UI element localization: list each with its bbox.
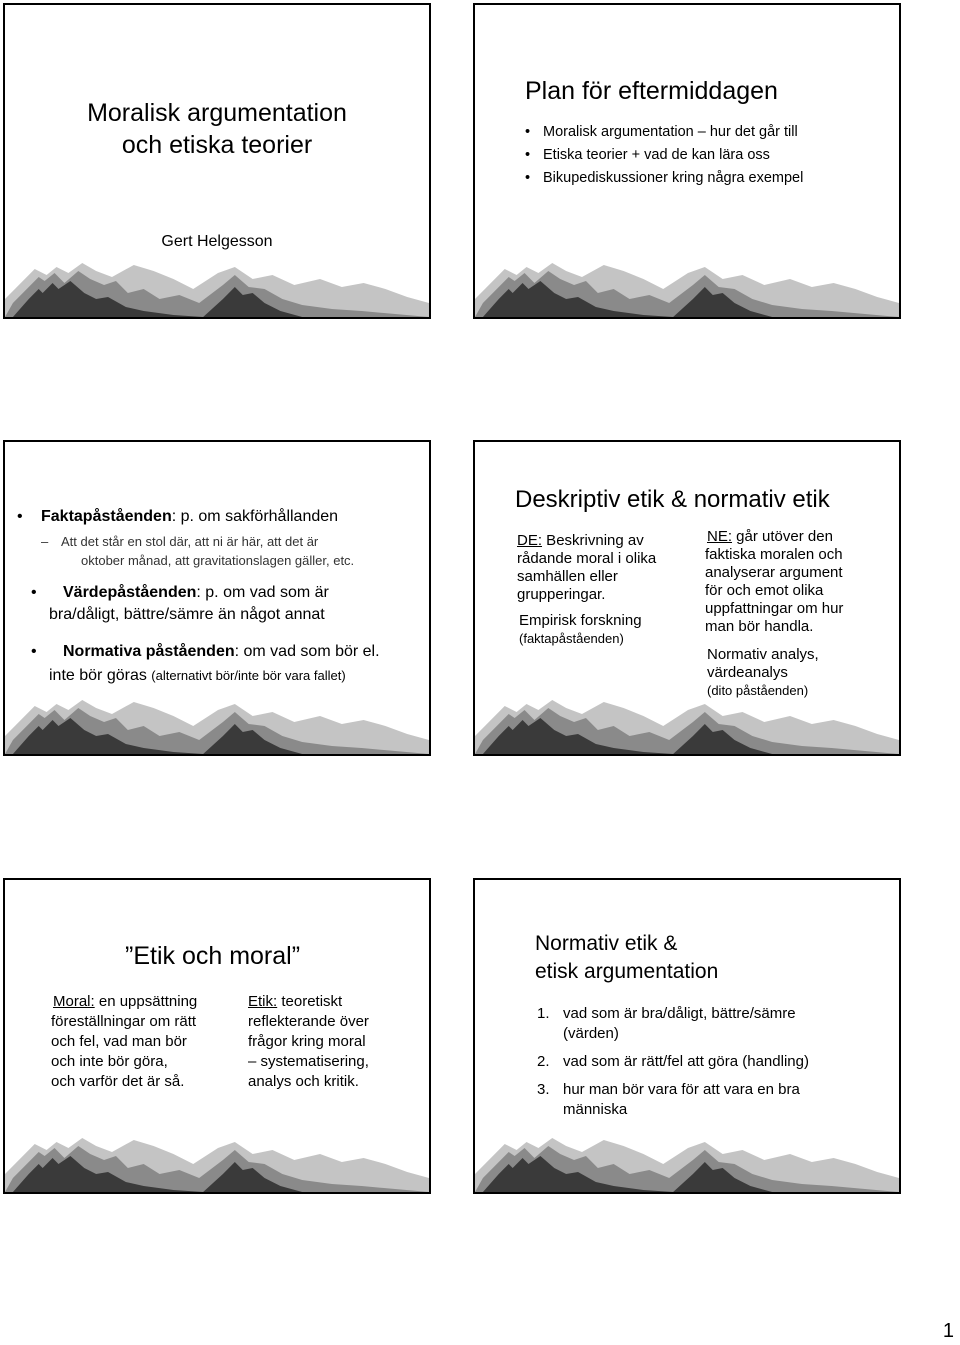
numbered-list: [537, 1004, 809, 1120]
slide-heading: Plan för eftermiddagen: [525, 77, 778, 105]
mountain-decoration: [475, 1134, 899, 1192]
plan-list: [525, 121, 804, 190]
slide-title: [3, 3, 431, 319]
bullet-icon: •: [17, 508, 23, 525]
dash-icon: –: [41, 534, 49, 549]
slide-plan: [473, 3, 901, 319]
ne-column: NE: går utöver den faktiska moralen och analyserar argument för och emot olika uppfattningar om hur man bör handla. Normativ analys, värdeanalys (dito påståenden): [705, 528, 844, 698]
bullet-icon: •: [525, 124, 531, 140]
mountain-decoration: [5, 696, 429, 754]
list-number: 2.: [537, 1053, 550, 1070]
de-column: DE: Beskrivning av rådande moral i olika samhällen eller grupperingar. Empirisk forskning (faktapåståenden): [517, 532, 657, 646]
etik-definition: Etik: teoretiskt reflekterande över frågor kring moral – systematisering, analys och kritik.: [248, 993, 369, 1090]
slide-heading: Deskriptiv etik & normativ etik: [515, 486, 830, 513]
list-item: • Etiska teorier + vad de kan lära oss: [543, 144, 803, 167]
mountain-decoration: [475, 259, 899, 317]
statement-value: • Värdepåståenden: p. om vad som är bra/dåligt, bättre/sämre än något annat: [31, 584, 329, 623]
mountain-decoration: [5, 259, 429, 317]
bullet-icon: •: [525, 170, 531, 186]
list-number: 1.: [537, 1005, 550, 1022]
title-line-1: Moralisk argumentation: [87, 99, 347, 127]
author-name: Gert Helgesson: [161, 233, 273, 250]
slide-ethics-morality: [3, 878, 431, 1194]
mountain-decoration: [5, 1134, 429, 1192]
slide-heading: ”Etik och moral”: [125, 942, 301, 970]
moral-definition: Moral: en uppsättning föreställningar om rätt och fel, vad man bör och inte bör göra, och varför det är så.: [51, 993, 198, 1090]
slide-heading: Normativ etik & etisk argumentation: [535, 932, 719, 983]
bullet-icon: •: [31, 643, 37, 660]
list-item: 3. hur man bör vara för att vara en bra människa: [537, 1081, 800, 1118]
slide-descriptive-normative: [473, 440, 901, 756]
title-line-2: och etiska teorier: [121, 131, 313, 159]
bullet-icon: •: [31, 584, 37, 601]
statement-fact: • Faktapåståenden: p. om sakförhållanden: [17, 508, 339, 525]
slide-title-heading: [5, 97, 429, 161]
slide-statements: [3, 440, 431, 756]
bullet-icon: •: [525, 147, 531, 163]
list-number: 3.: [537, 1081, 550, 1098]
list-item: • Moralisk argumentation – hur det går till: [543, 121, 803, 144]
list-item: 1. vad som är bra/dåligt, bättre/sämre (värden): [537, 1005, 796, 1042]
mountain-decoration: [475, 696, 899, 754]
slide-normative-ethics: [473, 878, 901, 1194]
list-item: • Bikupediskussioner kring några exempel: [543, 167, 803, 190]
list-item: 2. vad som är rätt/fel att göra (handling): [537, 1053, 809, 1070]
page-number: 1: [942, 1320, 954, 1342]
statement-fact-example: – Att det står en stol där, att ni är här, att det är oktober månad, att gravitationslagen gäller, etc.: [41, 534, 355, 568]
statement-normative: • Normativa påståenden: om vad som bör el. inte bör göras (alternativt bör/inte bör vara fallet): [45, 640, 380, 688]
